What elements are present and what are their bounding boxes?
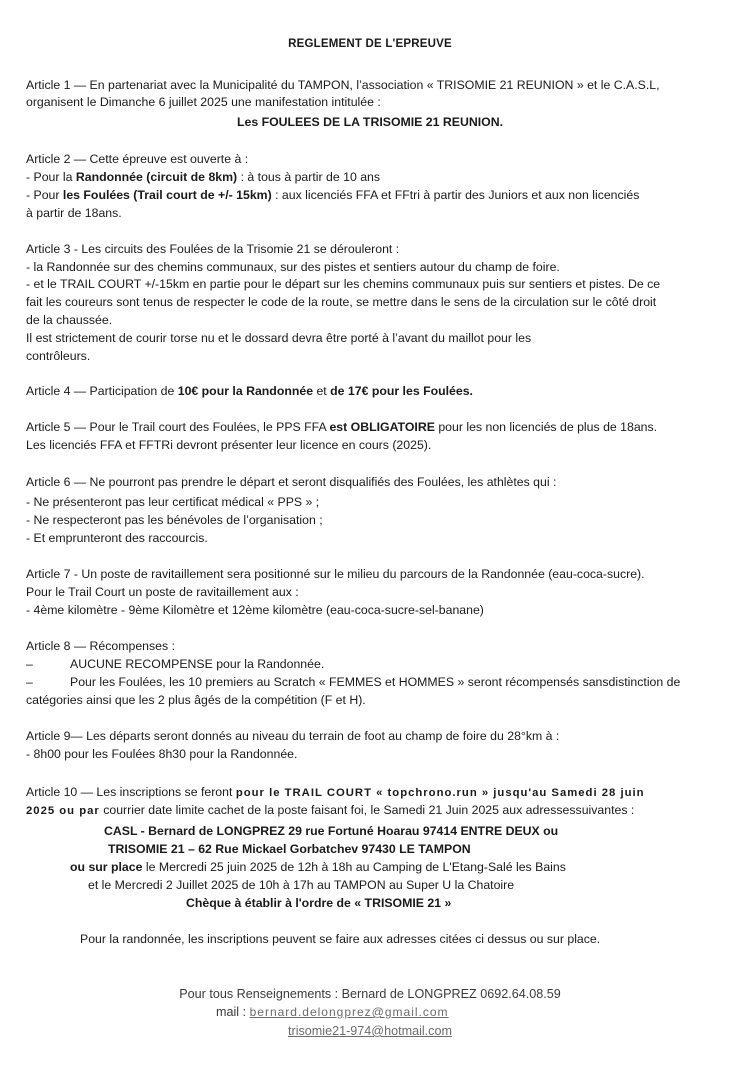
article-7-line-3: - 4ème kilomètre - 9ème Kilomètre et 12ème kilomètre (eau-coca-sucre-sel-banane): [26, 603, 484, 617]
article-8-line-1: Article 8 — Récompenses :: [26, 639, 175, 653]
article-1-line-2: organisent le Dimanche 6 juillet 2025 une manifestation intitulée :: [26, 95, 381, 109]
article-2-line-4: à partir de 18ans.: [26, 206, 122, 220]
article-9-line-2: - 8h00 pour les Foulées 8h30 pour la Randonnée.: [26, 747, 298, 761]
article-3-line-2: - la Randonnée sur des chemins communaux, sur des pistes et sentiers autour du champ de foire.: [26, 260, 560, 274]
article-7-line-1: Article 7 - Un poste de ravitaillement sera positionné sur le milieu du parcours de la Randonnée (eau-coca-sucre).: [26, 567, 645, 581]
address-trisomie: TRISOMIE 21 – 62 Rue Mickael Gorbatchev 97430 LE TAMPON: [108, 842, 471, 856]
mail-label: mail :: [216, 1005, 250, 1019]
article-8-dash-2: –: [26, 675, 33, 689]
article-4: Article 4 — Participation de 10€ pour la Randonnée et de 17€ pour les Foulées.: [26, 384, 473, 398]
article-6-line-2: - Ne présenteront pas leur certificat médical « PPS » ;: [26, 495, 320, 509]
article-3-line-5: de la chaussée.: [26, 313, 113, 327]
cheque-instruction: Chèque à établir à l'ordre de « TRISOMIE 21 »: [186, 896, 452, 910]
article-5-line-2: Les licenciés FFA et FFTRi devront présenter leur licence en cours (2025).: [26, 438, 432, 452]
event-name: Les FOULEES DE LA TRISOMIE 21 REUNION.: [236, 115, 504, 129]
article-7-line-2: Pour le Trail Court un poste de ravitaillement aux :: [26, 585, 299, 599]
article-6-line-1: Article 6 — Ne pourront pas prendre le départ et seront disqualifiés des Foulées, les athlètes qui :: [26, 475, 557, 489]
article-10-line-1: Article 10 — Les inscriptions se feront pour le TRAIL COURT « topchrono.run » jusqu'au Samedi 28 juin: [26, 785, 645, 799]
article-2-line-3: - Pour les Foulées (Trail court de +/- 15km) : aux licenciés FFA et FFtri à partir des Juniors et aux non licenciés: [26, 188, 640, 202]
article-3-line-7: contrôleurs.: [26, 349, 91, 363]
article-3-line-4: fait les coureurs sont tenus de respecter le code de la route, se mettre dans le sens de la circulation sur le côté droit: [26, 295, 657, 309]
article-3-line-3: - et le TRAIL COURT +/-15km en partie pour le départ sur les chemins communaux puis sur sentiers et pistes. De ce: [26, 277, 661, 291]
address-casl: CASL - Bernard de LONGPREZ 29 rue Fortuné Hoarau 97414 ENTRE DEUX ou: [104, 824, 559, 838]
article-6-line-4: - Et emprunteront des raccourcis.: [26, 531, 208, 545]
article-3-line-6: Il est strictement de courir torse nu et le dossard devra être porté à l’avant du maillot pour les: [26, 331, 532, 345]
contact-line: Pour tous Renseignements : Bernard de LONGPREZ 0692.64.08.59: [179, 987, 561, 1001]
email-link-1[interactable]: bernard.delongprez@gmail.com: [249, 1005, 449, 1019]
article-2-line-1: Article 2 — Cette épreuve est ouverte à :: [26, 152, 249, 166]
email-row-2: [0, 1024, 740, 1039]
article-8-dash-1: –: [26, 657, 33, 671]
mail-row: [216, 1005, 449, 1020]
article-8-line-3: Pour les Foulées, les 10 premiers au Scratch « FEMMES et HOMMES » seront récompensés sansdistinction de: [70, 675, 681, 689]
article-8-line-2: AUCUNE RECOMPENSE pour la Randonnée.: [70, 657, 325, 671]
email-link-2[interactable]: trisomie21-974@hotmail.com: [288, 1024, 452, 1038]
article-3-line-1: Article 3 - Les circuits des Foulées de la Trisomie 21 se dérouleront :: [26, 242, 400, 256]
article-9-line-1: Article 9— Les départs seront donnés au niveau du terrain de foot au champ de foire du 28°km à :: [26, 729, 560, 743]
randonnee-note: Pour la randonnée, les inscriptions peuvent se faire aux adresses citées ci dessus ou sur place.: [80, 932, 601, 946]
article-8-line-4: catégories ainsi que les 2 plus âgés de la compétition (F et H).: [26, 693, 366, 707]
onsite-registration-2: et le Mercredi 2 Juillet 2025 de 10h à 17h au TAMPON au Super U la Chatoire: [88, 878, 515, 892]
onsite-registration-1: ou sur place le Mercredi 25 juin 2025 de 12h à 18h au Camping de L'Etang-Salé les Bains: [70, 860, 566, 874]
page-title: REGLEMENT DE L'EPREUVE: [288, 38, 452, 50]
article-2-line-2: - Pour la Randonnée (circuit de 8km) : à tous à partir de 10 ans: [26, 170, 381, 184]
article-10-line-2: 2025 ou par courrier date limite cachet de la poste faisant foi, le Samedi 21 Juin 2025 aux adressessuivantes :: [26, 803, 635, 817]
article-6-line-3: - Ne respecteront pas les bénévoles de l’organisation ;: [26, 513, 323, 527]
article-5-line-1: Article 5 — Pour le Trail court des Foulées, le PPS FFA est OBLIGATOIRE pour les non licenciés de plus de 18ans.: [26, 420, 658, 434]
article-1-line-1: Article 1 — En partenariat avec la Municipalité du TAMPON, l’association « TRISOMIE 21 REUNION » et le C.A.S.L,: [26, 78, 660, 92]
